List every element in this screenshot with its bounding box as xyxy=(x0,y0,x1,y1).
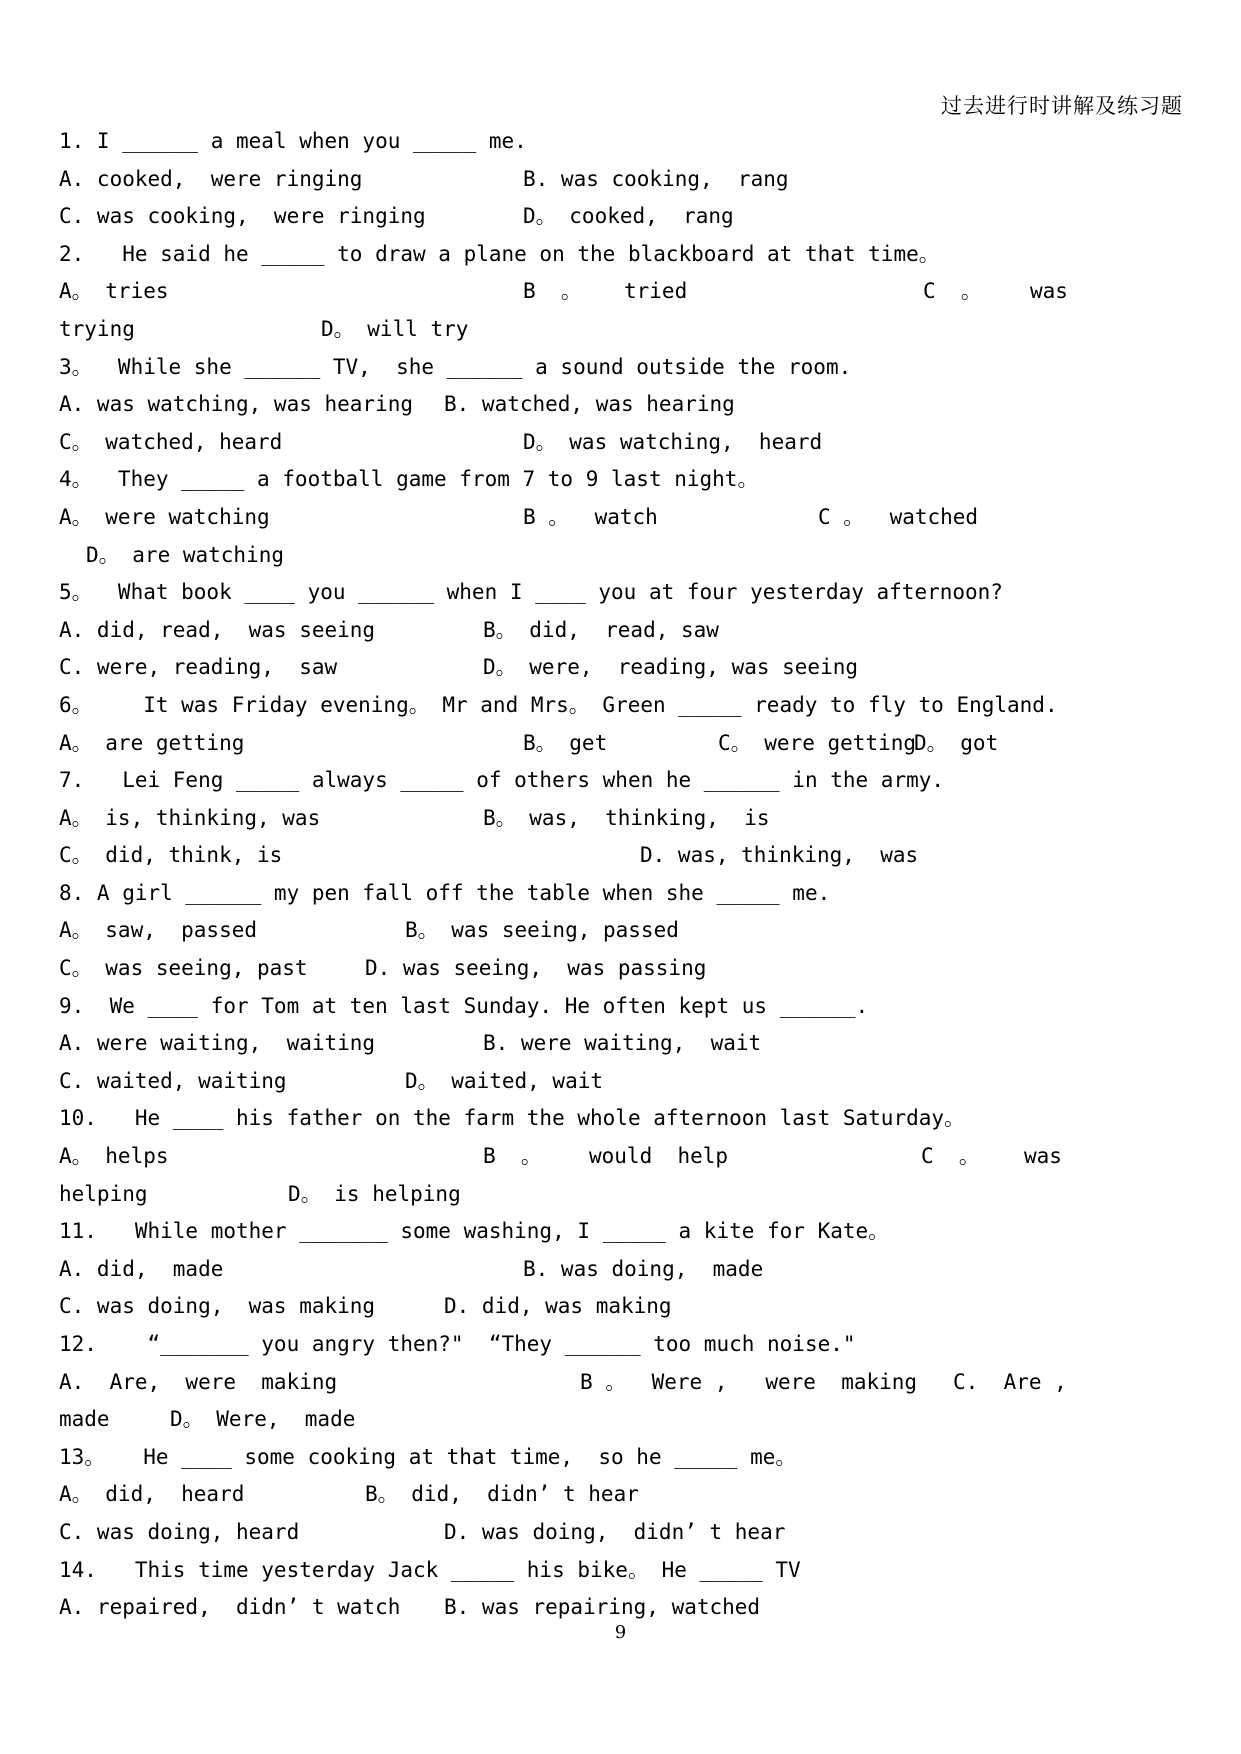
answer-options xyxy=(59,311,1182,349)
question-stem xyxy=(59,1439,1182,1477)
question-text: 5。 What book ____ you ______ when I ____ you at four yesterday afternoon? xyxy=(59,580,1003,605)
option-text: B。 was seeing, passed xyxy=(405,918,679,943)
answer-options xyxy=(59,1401,1182,1439)
option-text: C。 watched, heard xyxy=(59,429,283,454)
answer-options xyxy=(59,912,1182,950)
option-text: D. was doing, didn’ t hear xyxy=(444,1519,786,1544)
answer-options xyxy=(59,1063,1182,1101)
answer-options xyxy=(59,198,1182,236)
answer-options xyxy=(59,1176,1182,1214)
question-stem xyxy=(59,875,1182,913)
option-text: A. Are, were making xyxy=(59,1369,338,1394)
option-text: D。 is helping xyxy=(288,1181,461,1206)
question-text: 10. He ____ his father on the farm the whole afternoon last Saturday。 xyxy=(59,1106,966,1131)
answer-options xyxy=(59,649,1182,687)
option-text: C. Are , xyxy=(953,1369,1067,1394)
option-text: C. waited, waiting xyxy=(59,1068,287,1093)
question-stem xyxy=(59,349,1182,387)
option-text: D。 are watching xyxy=(86,542,285,567)
option-text: A. cooked, were ringing xyxy=(59,166,363,191)
option-text: A。 did, heard xyxy=(59,1482,245,1507)
option-text: helping xyxy=(59,1181,148,1206)
question-stem xyxy=(59,123,1182,161)
question-text: 12. “_______ you angry then?" “They ______ too much noise." xyxy=(59,1332,856,1356)
option-text: A. were waiting, waiting xyxy=(59,1031,376,1056)
option-text: A。 tries xyxy=(59,279,169,304)
option-text: B 。 watch xyxy=(523,504,658,529)
answer-options xyxy=(59,424,1182,462)
question-text: 11. While mother _______ some washing, I _____ a kite for Kate。 xyxy=(59,1219,890,1244)
option-text: B。 did, read, saw xyxy=(483,617,719,642)
exercise-list xyxy=(59,123,1182,1627)
option-text: B。 did, didn’ t hear xyxy=(365,1482,639,1507)
question-text: 2. He said he _____ to draw a plane on the blackboard at that time。 xyxy=(59,241,940,266)
option-text: C。 did, think, is xyxy=(59,843,283,868)
question-text: 9. We ____ for Tom at ten last Sunday. He often kept us ______. xyxy=(59,993,869,1018)
question-stem xyxy=(59,988,1182,1026)
question-text: 7. Lei Feng _____ always _____ of others when he ______ in the army. xyxy=(59,768,945,793)
page-header: 过去进行时讲解及练习题 xyxy=(941,94,1183,118)
option-text: A。 saw, passed xyxy=(59,918,258,943)
option-text: B 。 xyxy=(523,279,582,304)
option-text: B. was doing, made xyxy=(523,1256,764,1281)
option-text: A. repaired, didn’ t watch xyxy=(59,1595,401,1620)
question-stem xyxy=(59,1326,1182,1364)
option-text: B 。 Were , were making xyxy=(580,1369,918,1394)
answer-options xyxy=(59,386,1182,424)
question-stem xyxy=(59,762,1182,800)
question-stem xyxy=(59,574,1182,612)
question-stem xyxy=(59,1100,1182,1138)
question-text: 13。 He ____ some cooking at that time, so he _____ me。 xyxy=(59,1444,797,1469)
option-text: D. was, thinking, was xyxy=(640,843,919,868)
answer-options xyxy=(59,612,1182,650)
option-text: made xyxy=(59,1407,110,1432)
answer-options xyxy=(59,1364,1182,1402)
answer-options xyxy=(59,1514,1182,1552)
option-text: D。 was watching, heard xyxy=(523,429,823,454)
option-text: D。 got xyxy=(914,730,999,755)
option-text: C. was doing, was making xyxy=(59,1294,376,1319)
option-text: A. did, made xyxy=(59,1256,224,1281)
answer-options xyxy=(59,1476,1182,1514)
option-text: A. did, read, was seeing xyxy=(59,617,376,642)
answer-options xyxy=(59,1288,1182,1326)
option-text: D。 waited, wait xyxy=(405,1068,604,1093)
option-text: was xyxy=(1024,1144,1062,1169)
question-stem xyxy=(59,1213,1182,1251)
option-text: A。 were watching xyxy=(59,504,270,529)
option-text: A. was watching, was hearing xyxy=(59,392,414,417)
option-text: B. was repairing, watched xyxy=(444,1595,761,1620)
option-text: C。 were getting xyxy=(718,730,917,755)
answer-options xyxy=(59,499,1182,537)
option-text: A。 is, thinking, was xyxy=(59,805,321,830)
option-text: tried xyxy=(624,279,688,304)
option-text: C 。 xyxy=(921,1144,980,1169)
answer-options xyxy=(59,800,1182,838)
option-text: B. watched, was hearing xyxy=(444,392,735,417)
question-stem xyxy=(59,236,1182,274)
option-text: C。 was seeing, past xyxy=(59,956,308,981)
option-text: B。 was, thinking, is xyxy=(483,805,770,830)
option-text: B. were waiting, wait xyxy=(483,1031,762,1056)
option-text: would help xyxy=(589,1144,729,1169)
option-text: D。 cooked, rang xyxy=(523,204,734,229)
option-text: was xyxy=(1030,279,1068,304)
option-text: D. did, was making xyxy=(444,1294,672,1319)
page-number: 9 xyxy=(614,1622,627,1643)
answer-options xyxy=(59,725,1182,763)
question-text: 6。 It was Friday evening。 Mr and Mrs。 Green _____ ready to fly to England. xyxy=(59,692,1058,717)
option-text: C. were, reading, saw xyxy=(59,655,338,680)
answer-options xyxy=(59,1251,1182,1289)
option-text: C 。 watched xyxy=(818,504,979,529)
option-text: B. was cooking, rang xyxy=(523,166,789,191)
option-text: D。 were, reading, was seeing xyxy=(483,655,859,680)
answer-options xyxy=(59,273,1182,311)
answer-options xyxy=(59,161,1182,199)
answer-options xyxy=(59,1138,1182,1176)
question-stem xyxy=(59,461,1182,499)
question-text: 14. This time yesterday Jack _____ his bike。 He _____ TV xyxy=(59,1557,801,1582)
option-text: A。 helps xyxy=(59,1144,169,1169)
question-text: 8. A girl ______ my pen fall off the table when she _____ me. xyxy=(59,880,831,905)
answer-options xyxy=(59,837,1182,875)
option-text: B 。 xyxy=(483,1144,542,1169)
answer-options xyxy=(59,1025,1182,1063)
option-text: trying xyxy=(59,316,135,341)
question-text: 4。 They _____ a football game from 7 to 9 last night。 xyxy=(59,467,759,492)
option-text: D. was seeing, was passing xyxy=(365,956,707,981)
answer-options xyxy=(59,537,1182,575)
option-text: D。 Were, made xyxy=(170,1407,356,1432)
option-text: D。 will try xyxy=(321,316,469,341)
question-text: 3。 While she ______ TV, she ______ a sound outside the room. xyxy=(59,354,852,379)
option-text: B。 get xyxy=(523,730,608,755)
answer-options xyxy=(59,950,1182,988)
option-text: C. was cooking, were ringing xyxy=(59,204,426,229)
question-stem xyxy=(59,687,1182,725)
question-text: 1. I ______ a meal when you _____ me. xyxy=(59,129,527,153)
option-text: C. was doing, heard xyxy=(59,1519,300,1544)
question-stem xyxy=(59,1552,1182,1590)
option-text: A。 are getting xyxy=(59,730,245,755)
option-text: C 。 xyxy=(923,279,982,304)
